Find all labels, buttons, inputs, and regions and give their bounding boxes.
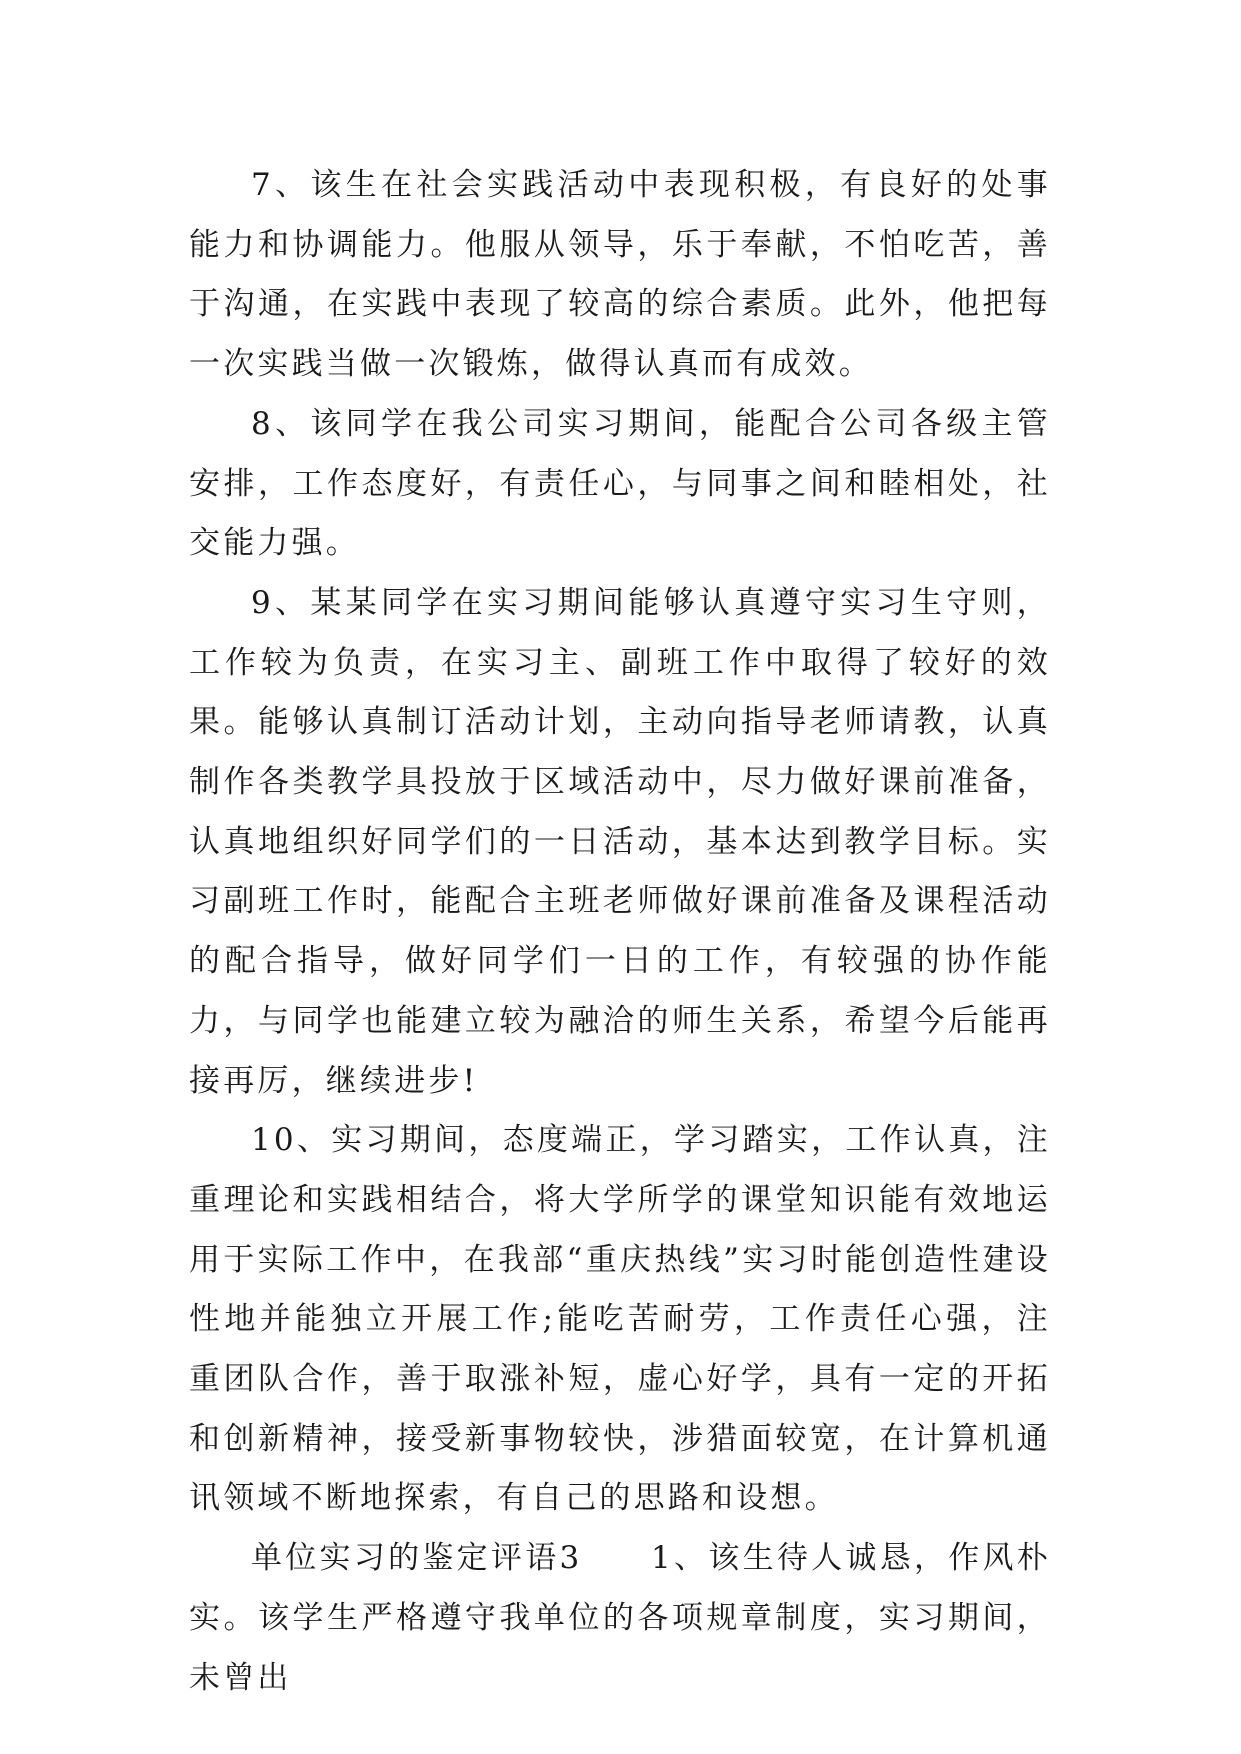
- paragraph-8: [189, 395, 1051, 574]
- paragraph-text: 7、该生在社会实践活动中表现积极，有良好的处事能力和协调能力。他服从领导，乐于奉献，不怕吃苦，善于沟通，在实践中表现了较高的综合素质。此外，他把每一次实践当做一次锻炼，做得认真而有成效。: [189, 167, 1051, 383]
- paragraph-7: [189, 156, 1051, 395]
- paragraph-9: [189, 574, 1051, 1111]
- paragraph-text: 9、某某同学在实习期间能够认真遵守实习生守则，工作较为负责，在实习主、副班工作中取得了较好的效果。能够认真制订活动计划，主动向指导老师请教，认真制作各类教学具投放于区域活动中，尽力做好课前准备，认真地组织好同学们的一日活动，基本达到教学目标。实习副班工作时，能配合主班老师做好课前准备及课程活动的配合指导，做好同学们一日的工作，有较强的协作能力，与同学也能建立较为融洽的师生关系，希望今后能再接再厉，继续进步!: [189, 584, 1051, 1099]
- paragraph-text: 单位实习的鉴定评语3 1、该生待人诚恳，作风朴实。该学生严格遵守我单位的各项规章制度，实习期间，未曾出: [189, 1540, 1051, 1696]
- paragraph-10: [189, 1111, 1051, 1529]
- document-body: [189, 156, 1051, 1708]
- paragraph-text: 10、实习期间，态度端正，学习踏实，工作认真，注重理论和实践相结合，将大学所学的课堂知识能有效地运用于实际工作中，在我部“重庆热线”实习时能创造性建设性地并能独立开展工作;能吃苦耐劳，工作责任心强，注重团队合作，善于取涨补短，虚心好学，具有一定的开拓和创新精神，接受新事物较快，涉猎面较宽，在计算机通讯领域不断地探索，有自己的思路和设想。: [189, 1122, 1051, 1517]
- paragraph-text: 8、该同学在我公司实习期间，能配合公司各级主管安排，工作态度好，有责任心，与同事之间和睦相处，社交能力强。: [189, 405, 1051, 562]
- section-heading-paragraph: [189, 1529, 1051, 1708]
